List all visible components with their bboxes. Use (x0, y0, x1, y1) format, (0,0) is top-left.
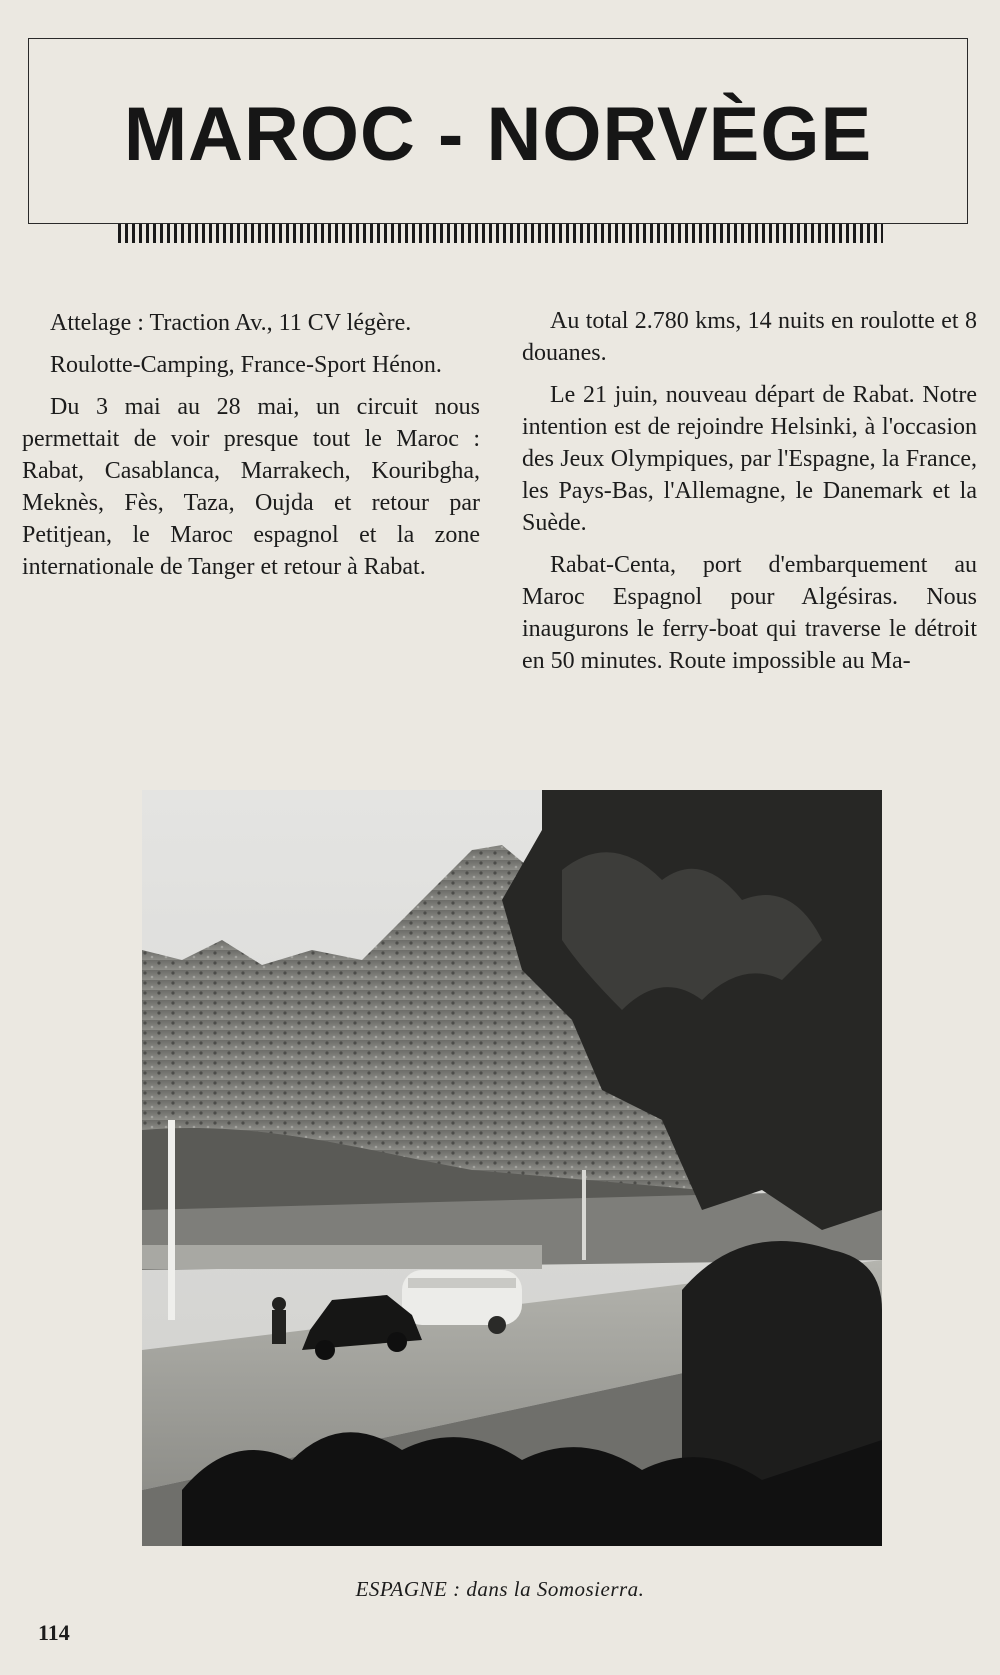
paragraph: Rabat-Centa, port d'embarquement au Maroc Espagnol pour Algésiras. Nous inaugurons le ferry-boat qui traverse le détroit en 50 minutes. Route impossible au Ma- (522, 552, 977, 674)
left-column (22, 307, 480, 593)
decorative-rule (118, 224, 883, 243)
landscape-photo (142, 790, 882, 1546)
paragraph: Roulotte-Camping, France-Sport Hénon. (50, 352, 442, 378)
page-number: 114 (38, 1620, 70, 1645)
landscape-photo-icon (142, 790, 882, 1546)
title-frame (28, 38, 968, 224)
paragraph: Du 3 mai au 28 mai, un circuit nous permettait de voir presque tout le Maroc : Rabat, Casablanca, Marrakech, Kouribgha, Meknès, Fès, Taza, Oujda et retour par Petitjean, le Maroc espagnol et la zone internationale de Tanger et retour à Rabat. (22, 394, 480, 580)
page-title: MAROC - NORVÈGE (123, 91, 873, 177)
paragraph: Le 21 juin, nouveau départ de Rabat. Notre intention est de rejoindre Helsinki, à l'occasion des Jeux Olympiques, par l'Espagne, la France, les Pays-Bas, l'Allemagne, le Danemark et la Suède. (522, 382, 977, 536)
photo-caption: ESPAGNE : dans la Somosierra. (355, 1577, 645, 1601)
paragraph: Au total 2.780 kms, 14 nuits en roulotte et 8 douanes. (522, 308, 977, 366)
paragraph: Attelage : Traction Av., 11 CV légère. (50, 310, 412, 336)
right-column (522, 305, 977, 687)
